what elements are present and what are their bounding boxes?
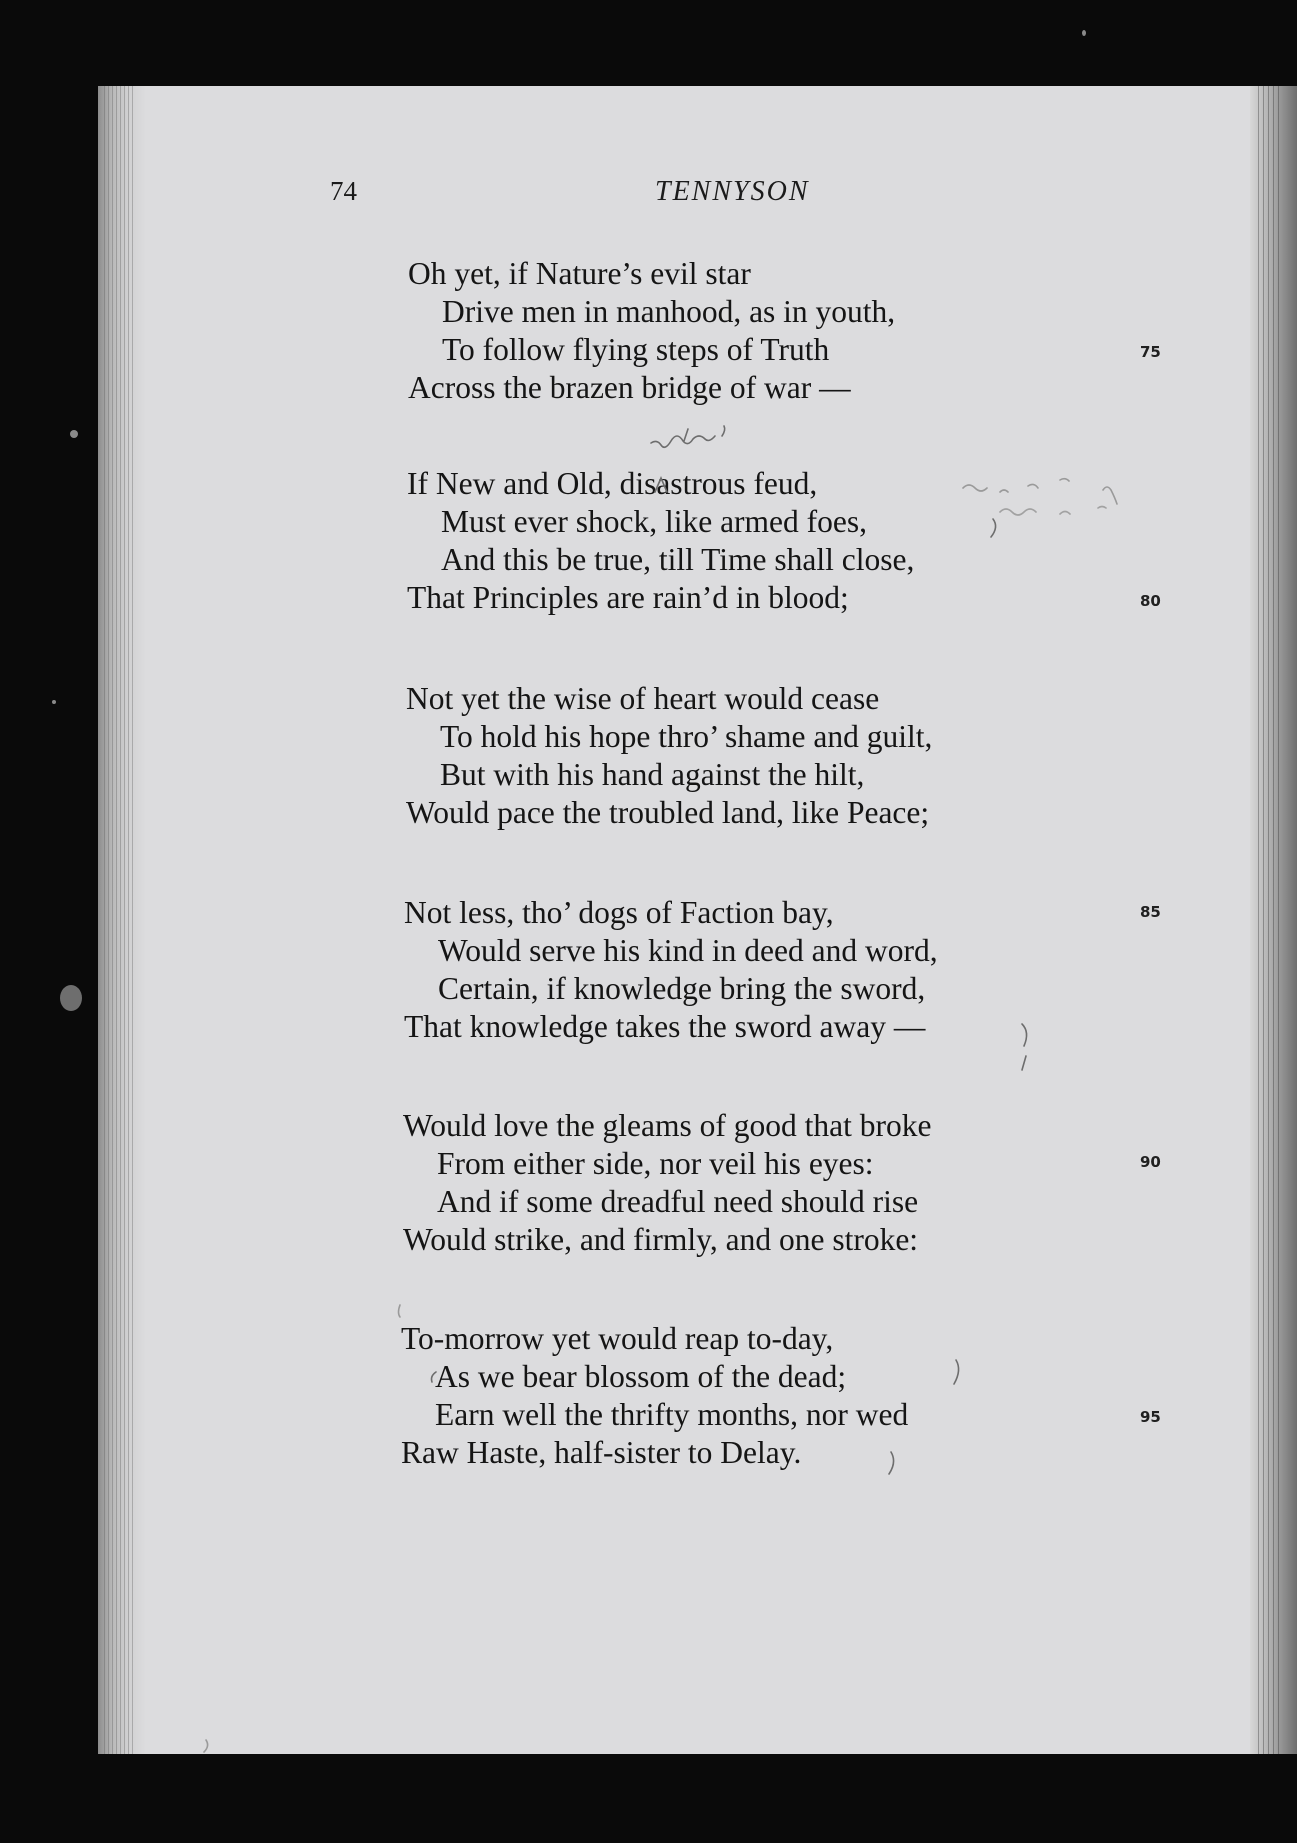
verse-line: Raw Haste, half-sister to Delay. xyxy=(401,1435,802,1470)
page-number: 74 xyxy=(330,176,357,206)
line-number: 85 xyxy=(1140,903,1161,921)
verse-line: To-morrow yet would reap to-day, xyxy=(401,1321,834,1356)
running-head: TENNYSON xyxy=(655,176,810,207)
verse-line: Not yet the wise of heart would cease xyxy=(406,681,880,716)
verse-line: Certain, if knowledge bring the sword, xyxy=(438,971,926,1006)
verse-line: To hold his hope thro’ shame and guilt, xyxy=(440,719,933,754)
pencil-bracket xyxy=(954,1360,959,1384)
pencil-scrawl xyxy=(684,429,688,441)
pencil-mark xyxy=(399,1305,401,1317)
line-number: 75 xyxy=(1140,343,1161,361)
pencil-scrawl xyxy=(963,479,1117,504)
verse-line: Drive men in manhood, as in youth, xyxy=(442,294,896,329)
verse-line: To follow flying steps of Truth xyxy=(442,332,830,367)
pencil-tick xyxy=(1022,1024,1027,1070)
verse-line: As we bear blossom of the dead; xyxy=(435,1359,847,1394)
scan-speck xyxy=(60,985,82,1011)
pencil-mark xyxy=(204,1740,208,1752)
scan-speck xyxy=(70,430,78,438)
verse-line: Across the brazen bridge of war — xyxy=(408,370,851,405)
verse-line: That Principles are rain’d in blood; xyxy=(407,580,849,615)
verse-line: Would strike, and firmly, and one stroke: xyxy=(403,1222,919,1257)
verse-line: If New and Old, disastrous feud, xyxy=(407,466,818,501)
pencil-scrawl xyxy=(722,426,725,436)
verse-line: Earn well the thrifty months, nor wed xyxy=(435,1397,909,1432)
scan-speck xyxy=(52,700,56,704)
line-number: 95 xyxy=(1140,1408,1161,1426)
pencil-caret xyxy=(655,478,667,492)
verse-line: Would pace the troubled land, like Peace; xyxy=(406,795,930,830)
verse-line: That knowledge takes the sword away — xyxy=(404,1009,926,1044)
line-number: 90 xyxy=(1140,1153,1161,1171)
verse-line: From either side, nor veil his eyes: xyxy=(437,1146,874,1181)
line-number: 80 xyxy=(1140,592,1161,610)
verse-line: Must ever shock, like armed foes, xyxy=(441,504,868,539)
verse-line: Would serve his kind in deed and word, xyxy=(438,933,938,968)
pencil-scrawl xyxy=(1000,507,1106,516)
verse-line: Not less, tho’ dogs of Faction bay, xyxy=(404,895,834,930)
pencil-bracket xyxy=(889,1452,894,1474)
verse-line: And if some dreadful need should rise xyxy=(437,1184,919,1219)
verse-line: And this be true, till Time shall close, xyxy=(441,542,915,577)
pencil-scrawl xyxy=(651,436,715,447)
scan-speck xyxy=(1082,30,1086,36)
pencil-bracket xyxy=(991,519,996,537)
pencil-bracket xyxy=(432,1372,437,1382)
verse-line: Oh yet, if Nature’s evil star xyxy=(408,256,751,291)
verse-line: But with his hand against the hilt, xyxy=(440,757,865,792)
verse-line: Would love the gleams of good that broke xyxy=(403,1108,932,1143)
